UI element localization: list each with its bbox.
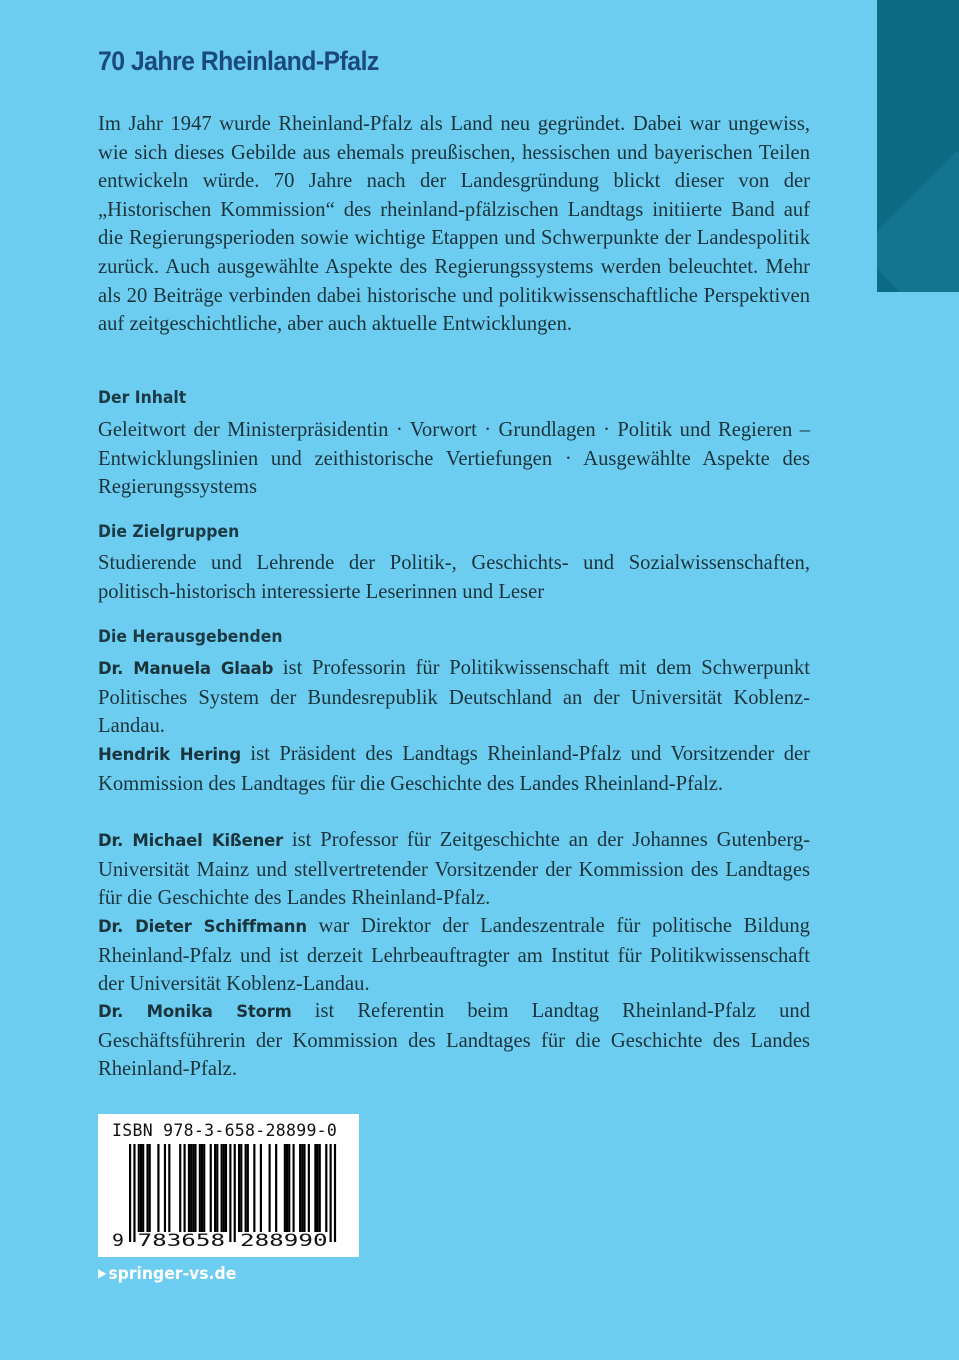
isbn-barcode: [98, 1114, 359, 1257]
barcode-bar: [319, 1144, 321, 1232]
editor-bio: [98, 997, 810, 1084]
barcode-bar: [234, 1144, 236, 1242]
barcode-digits: 9: [112, 1231, 124, 1251]
barcode-bar: [203, 1144, 205, 1232]
zielgruppen-text: Studierende und Lehrende der Politik-, Geschichts- und Sozialwissenschaften, politisch-historisch interessierte Leserinnen und Leser: [98, 552, 810, 603]
editor-name: Dr. Manuela Glaab: [98, 659, 274, 678]
editor-name: Hendrik Hering: [98, 745, 241, 764]
editor-description: ist Präsident des Landtags Rheinland-Pfalz und Vorsitzender der Kommission des Landtages für die Geschichte des Landes Rheinland-Pfalz.: [98, 743, 810, 795]
barcode-digits: 288990: [240, 1231, 328, 1251]
barcode-bar: [314, 1144, 316, 1232]
barcode-bar: [146, 1144, 148, 1232]
intro-paragraph: Im Jahr 1947 wurde Rheinland-Pfalz als Land neu gegründet. Dabei war ungewiss, wie sich dieses Gebilde aus ehemals preußischen, hessischen und bayerischen Teilen entwickeln würde. 70 Jahre nach der Landesgründung blickt dieser von der „Historischen Kommission“ des rheinland-pfälzischen Landtags initiierte Band auf die Regierungsperioden sowie wichtige Etappen und Schwerpunkte der Landespolitik zurück. Auch ausgewählte Aspekte des Regierungssystems werden beleuchtet. Mehr als 20 Beiträge verbinden dabei historische und politikwissenschaftliche Perspektiven auf zeitgeschichtliche, aber auch aktuelle Entwicklungen.: [98, 113, 810, 336]
editor-name: Dr. Michael Kißener: [98, 831, 284, 850]
barcode-bar: [179, 1144, 181, 1232]
barcode-bar: [286, 1144, 288, 1232]
barcode-bar: [247, 1144, 249, 1232]
barcode-bar: [133, 1144, 135, 1242]
editor-bio: [98, 912, 810, 999]
editor-bio: [98, 826, 810, 913]
website-label: springer-vs.de: [108, 1264, 237, 1284]
barcode-bar: [216, 1144, 218, 1232]
barcode-bar: [199, 1144, 201, 1232]
barcode-bar: [288, 1144, 290, 1232]
editor-bio: [98, 740, 810, 798]
barcode-bar: [275, 1144, 277, 1232]
section-heading-herausgebenden: Die Herausgebenden: [98, 627, 283, 647]
barcode-bar: [214, 1144, 216, 1232]
barcode-bar: [308, 1144, 310, 1232]
barcode-bar: [221, 1144, 223, 1232]
barcode-bar: [225, 1144, 227, 1232]
barcode-bar: [334, 1144, 336, 1242]
barcode-bar: [192, 1144, 194, 1232]
barcode-bar: [201, 1144, 203, 1232]
editor-bio: [98, 654, 810, 741]
barcode-bar: [138, 1144, 140, 1232]
barcode-bar: [303, 1144, 305, 1232]
section-heading-zielgruppen: Die Zielgruppen: [98, 522, 240, 542]
barcode-bar: [229, 1144, 231, 1242]
barcode-bar: [325, 1144, 327, 1232]
play-arrow-icon: ▶: [98, 1266, 107, 1280]
editor-name: Dr. Dieter Schiffmann: [98, 917, 307, 936]
barcode-digits: 783658: [137, 1231, 226, 1251]
barcode-bar: [284, 1144, 286, 1232]
barcode-graphic: [98, 1114, 359, 1257]
barcode-bar: [299, 1144, 301, 1232]
editor-description: ist Professorin für Politikwissenschaft mit dem Schwerpunkt Politisches System der Bundesrepublik Deutschland an der Universität Koblenz-Landau.: [98, 657, 810, 738]
corner-shade: [877, 151, 959, 292]
barcode-bar: [301, 1144, 303, 1232]
barcode-bar: [330, 1144, 332, 1242]
barcode-bar: [190, 1144, 192, 1232]
editor-name: Dr. Monika Storm: [98, 1002, 292, 1021]
editor-description: war Direktor der Landeszentrale für politische Bildung Rheinland-Pfalz und ist derzeit Lehrbeauftragter am Institut für Politikwissenschaft der Universität Koblenz-Landau.: [98, 915, 810, 996]
barcode-bar: [260, 1144, 262, 1232]
barcode-bar: [253, 1144, 255, 1232]
barcode-bar: [245, 1144, 247, 1232]
corner-decoration: [877, 0, 959, 292]
barcode-bar: [168, 1144, 170, 1232]
barcode-bar: [184, 1144, 186, 1232]
barcode-bar: [238, 1144, 240, 1232]
barcode-bar: [240, 1144, 242, 1232]
barcode-bar: [316, 1144, 318, 1232]
barcode-bar: [129, 1144, 131, 1242]
barcode-bar: [142, 1144, 144, 1232]
barcode-bar: [269, 1144, 271, 1232]
barcode-bar: [223, 1144, 225, 1232]
editor-description: ist Referentin beim Landtag Rheinland-Pfalz und Geschäftsführerin der Kommission des Landtages für die Geschichte des Landes Rheinland-Pfalz.: [98, 1000, 810, 1081]
book-title: 70 Jahre Rheinland-Pfalz: [98, 46, 379, 76]
section-heading-inhalt: Der Inhalt: [98, 388, 187, 408]
publisher-website[interactable]: [98, 1264, 236, 1284]
barcode-bar: [140, 1144, 142, 1232]
barcode-bar: [194, 1144, 196, 1232]
editor-description: ist Professor für Zeitgeschichte an der Johannes Gutenberg-Universität Mainz und stellvertretender Vorsitzender der Kommission des Landtages für die Geschichte des Landes Rheinland-Pfalz.: [98, 829, 810, 910]
barcode-bar: [157, 1144, 159, 1232]
barcode-bar: [210, 1144, 212, 1232]
barcode-bar: [188, 1144, 190, 1232]
isbn-label: ISBN 978-3-658-28899-0: [112, 1121, 338, 1140]
barcode-bar: [293, 1144, 295, 1232]
barcode-bar: [164, 1144, 166, 1232]
inhalt-text: Geleitwort der Ministerpräsidentin · Vorwort · Grundlagen · Politik und Regieren – Entwicklungslinien und zeithistorische Vertiefungen · Ausgewählte Aspekte des Regierungssystems: [98, 419, 810, 499]
barcode-bar: [149, 1144, 151, 1232]
